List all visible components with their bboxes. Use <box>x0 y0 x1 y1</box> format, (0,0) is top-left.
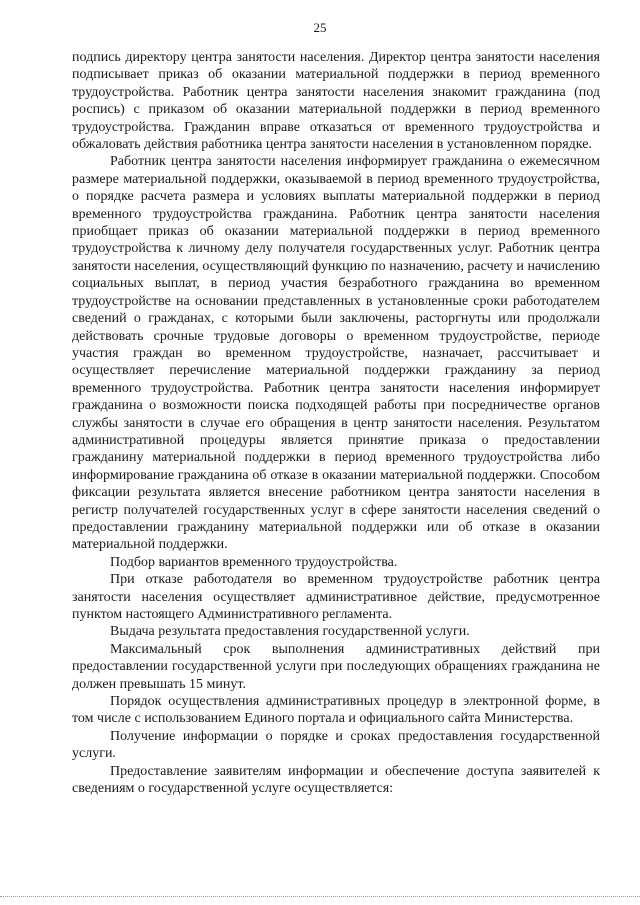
paragraph: Максимальный срок выполнения административных действий при предоставлении государственной услуги при последующих обращениях гражданина не должен превышать 15 минут. <box>72 641 600 692</box>
paragraph: Предоставление заявителям информации и обеспечение доступа заявителей к сведениям о государственной услуге осуществляется: <box>72 763 600 797</box>
paragraph: При отказе работодателя во временном трудоустройстве работник центра занятости населения осуществляет административное действие, предусмотренное пунктом настоящего Административного регламента. <box>72 572 600 622</box>
paragraph: Получение информации о порядке и сроках предоставления государственной услуги. <box>72 728 600 762</box>
paragraph: Подбор вариантов временного трудоустройства. <box>110 554 398 570</box>
paragraph: подпись директору центра занятости населения. Директор центра занятости населения подписывает приказ об оказании материальной поддержки в период временного трудоустройства. Работник центра занятости населения знакомит гражданина (под роспись) с приказом об оказании материальной поддержки в период временного трудоустройства. Гражданин вправе отказаться от временного трудоустройства и обжаловать действия работника центра занятости населения в установленном порядке. <box>72 50 600 153</box>
paragraph: Работник центра занятости населения информирует гражданина о ежемесячном размере материальной поддержки, оказываемой в период временного трудоустройства, о порядке расчета размера и условиях выплаты материальной поддержки в период временного трудоустройства гражданина. Работник центра занятости населения приобщает приказ об оказании материальной поддержки в период временного трудоустройства к личному делу получателя государственных услуг. Работник центра занятости населения, осуществляющий функцию по назначению, расчету и начислению социальных выплат, в период участия безработного гражданина во временном трудоустройстве на основании представленных в установленные сроки работодателем сведений о гражданах, с которыми были заключены, расторгнуты или продолжали действовать срочные трудовые договоры о временном трудоустройстве, периоде участия граждан во временном трудоустройстве, назначает, рассчитывает и осуществляет перечисление материальной поддержки гражданину за период временного трудоустройства. Работник центра занятости населения информирует гражданина о возможности поиска подходящей работы при посредничестве органов службы занятости в случае его обращения в центр занятости населения. Результатом административной процедуры является принятие приказа о предоставлении гражданину материальной поддержки в период временного трудоустройства либо информирование гражданина об отказе в оказании материальной поддержки. Способом фиксации результата является внесение работником центра занятости населения в регистр получателей государственных услуг в сфере занятости населения сведений о предоставлении гражданину материальной поддержки или об отказе в оказании материальной поддержки. <box>72 154 600 553</box>
paragraph: Выдача результата предоставления государственной услуги. <box>110 624 470 640</box>
page-bottom-edge <box>0 896 640 897</box>
paragraph: Порядок осуществления административных процедур в электронной форме, в том числе с использованием Единого портала и официального сайта Министерства. <box>72 694 600 727</box>
document-body <box>72 49 600 797</box>
page-number: 25 <box>313 20 327 35</box>
